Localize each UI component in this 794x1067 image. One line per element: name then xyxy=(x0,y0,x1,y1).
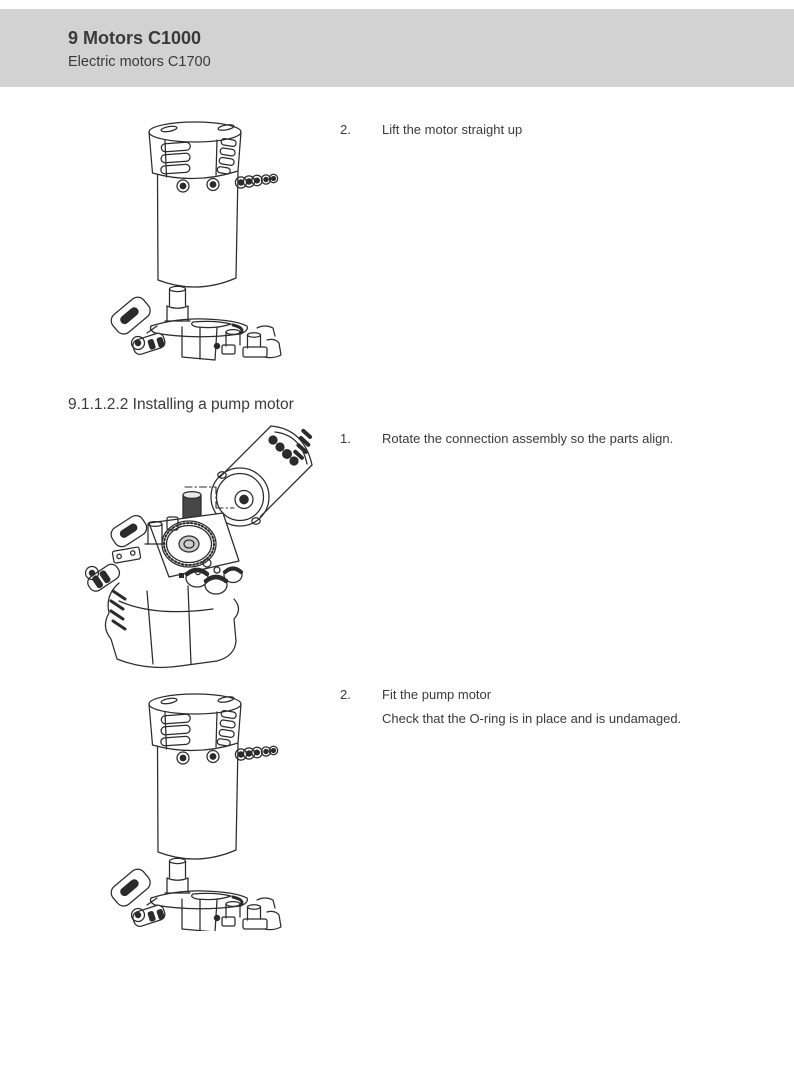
chapter-subtitle: Electric motors C1700 xyxy=(68,54,211,70)
motor-above-pump-illustration xyxy=(105,686,300,931)
page-header xyxy=(0,9,794,87)
step-number: 1. xyxy=(340,431,351,446)
step-rotate-assembly xyxy=(340,431,673,446)
step-text: Rotate the connection assembly so the parts align. xyxy=(382,431,674,446)
figure-fit-motor xyxy=(105,686,300,931)
step-number: 2. xyxy=(340,687,351,702)
chapter-title: 9 Motors C1000 xyxy=(68,28,202,48)
tilted-motor-alignment-illustration xyxy=(85,423,340,673)
motor-above-pump-illustration xyxy=(105,114,300,364)
step-text: Lift the motor straight up xyxy=(382,122,523,137)
figure-lift-motor xyxy=(105,114,300,364)
step-lift-motor xyxy=(340,122,522,137)
step-note: Check that the O-ring is in place and is undamaged. xyxy=(382,711,682,727)
figure-align-motor xyxy=(85,423,340,673)
step-number: 2. xyxy=(340,122,351,137)
step-fit-motor xyxy=(340,687,681,727)
section-heading: 9.1.1.2.2 Installing a pump motor xyxy=(68,396,294,413)
step-text: Fit the pump motor xyxy=(382,687,492,702)
